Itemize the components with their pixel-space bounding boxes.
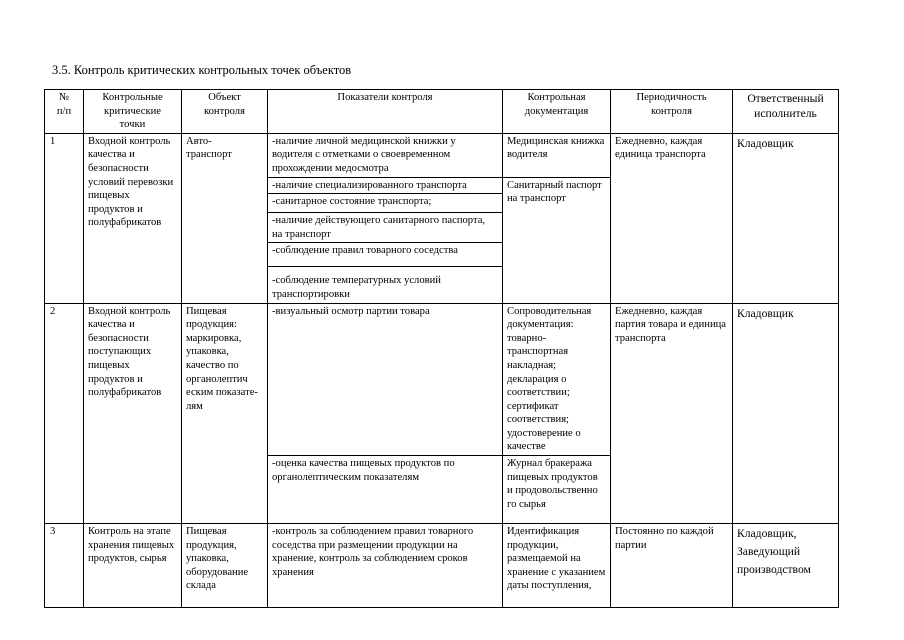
indicator: -наличие действующего санитарного паспорта, на транспорт <box>268 213 503 243</box>
documentation: Журнал бракеража пищевых продуктов и продовольственно го сырья <box>503 456 611 524</box>
documentation: Сопроводительная документация: товарно-транспортная накладная; декларация о соответствии; сертификат соответствия; удостоверение о качестве <box>503 303 611 456</box>
header-num: № п/п <box>45 90 84 134</box>
documentation: Медицинская книжка водителя <box>503 133 611 177</box>
row-number: 1 <box>45 133 84 303</box>
row-number: 2 <box>45 303 84 524</box>
responsible: Кладовщик, Заведующий производством <box>733 524 839 608</box>
control-object: Пищевая продукция, упаковка, оборудование склада <box>182 524 268 608</box>
responsible: Кладовщик <box>733 303 839 524</box>
periodicity: Ежедневно, каждая единица транспорта <box>611 133 733 303</box>
critical-point: Входной контроль качества и безопасности условий перевозки пищевых продуктов и полуфабрикатов <box>84 133 182 303</box>
indicator: -оценка качества пищевых продуктов по органолептическим показателям <box>268 456 503 524</box>
header-object: Объект контроля <box>182 90 268 134</box>
indicator: -наличие специализированного транспорта <box>268 177 503 194</box>
section-title: 3.5. Контроль критических контрольных точек объектов <box>52 63 352 77</box>
indicator: -контроль за соблюдением правил товарного соседства при размещении продукции на хранение, контроль за соблюдением сроков хранения <box>268 524 503 608</box>
control-table <box>44 89 839 608</box>
periodicity: Ежедневно, каждая партия товара и единица транспорта <box>611 303 733 524</box>
documentation: Санитарный паспорт на транспорт <box>503 177 611 303</box>
periodicity: Постоянно по каждой партии <box>611 524 733 608</box>
table-row <box>45 524 839 608</box>
table-row <box>45 133 839 177</box>
table-row <box>45 303 839 456</box>
header-critical-points: Контрольные критические точки <box>84 90 182 134</box>
header-documentation: Контрольная документация <box>503 90 611 134</box>
indicator: -соблюдение температурных условий транспортировки <box>268 267 503 303</box>
row-number: 3 <box>45 524 84 608</box>
control-object: Пищевая продукция: маркировка, упаковка, качество по органолептич еским показате-лям <box>182 303 268 524</box>
indicator: -соблюдение правил товарного соседства <box>268 243 503 267</box>
indicator: -наличие личной медицинской книжки у водителя с отметками о своевременном прохождении медосмотра <box>268 133 503 177</box>
header-periodicity: Периодичность контроля <box>611 90 733 134</box>
indicator: -санитарное состояние транспорта; <box>268 194 503 213</box>
header-responsible: Ответственный исполнитель <box>733 90 839 134</box>
control-object: Авто- транспорт <box>182 133 268 303</box>
critical-point: Входной контроль качества и безопасности поступающих пищевых продуктов и полуфабрикатов <box>84 303 182 524</box>
critical-point: Контроль на этапе хранения пищевых продуктов, сырья <box>84 524 182 608</box>
documentation: Идентификация продукции, размещаемой на хранение с указанием даты поступления, <box>503 524 611 608</box>
responsible: Кладовщик <box>733 133 839 303</box>
indicator: -визуальный осмотр партии товара <box>268 303 503 456</box>
header-indicators: Показатели контроля <box>268 90 503 134</box>
header-row <box>45 90 839 134</box>
